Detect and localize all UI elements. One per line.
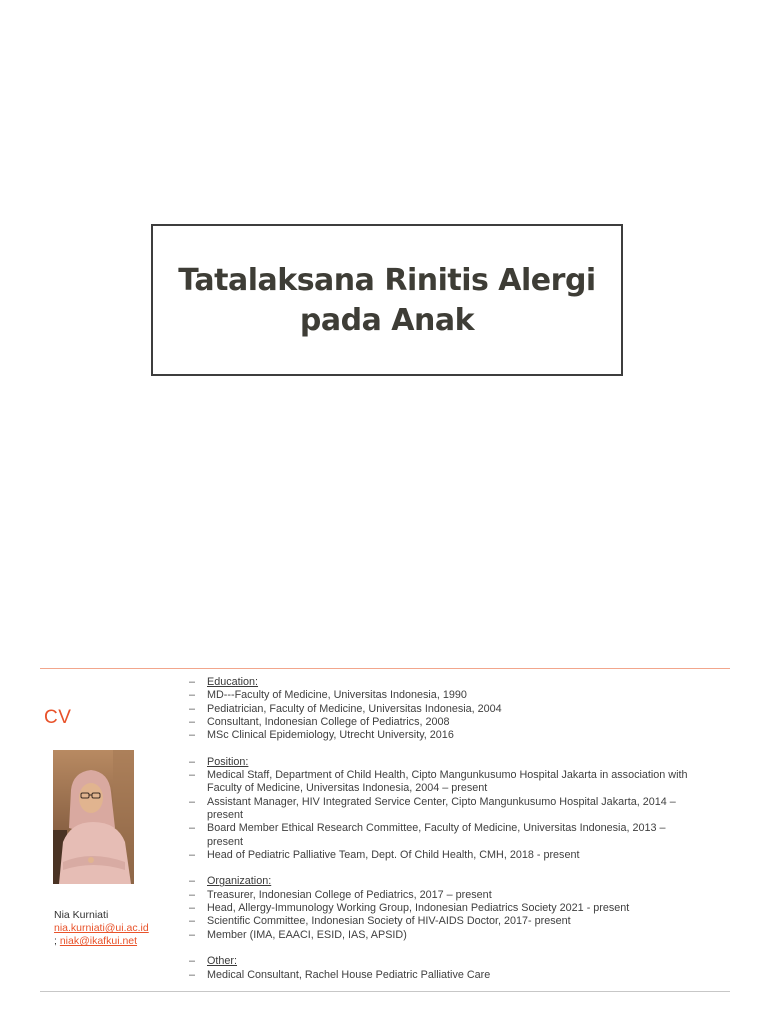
list-item-line: Board Member Ethical Research Committee, Faculty of Medicine, Universitas Indonesia, 2013 – [207, 822, 666, 835]
dash-bullet: – [189, 769, 196, 782]
dash-bullet: – [189, 875, 196, 888]
list-item [189, 796, 749, 823]
list-item-line: present [207, 835, 244, 848]
list-item-text [207, 689, 749, 702]
section-heading-label: Other: [207, 955, 238, 968]
list-item-line: present [207, 808, 244, 821]
list-item [189, 703, 749, 716]
list-item [189, 729, 749, 742]
list-item-text [207, 729, 749, 742]
list-item-text [207, 769, 749, 796]
list-item-line: MSc Clinical Epidemiology, Utrecht University, 2016 [207, 729, 454, 742]
cv-sections [189, 676, 749, 982]
email-link-primary[interactable]: nia.kurniati@ui.ac.id [54, 922, 149, 934]
slide-title [178, 259, 595, 341]
list-item-line: Treasurer, Indonesian College of Pediatrics, 2017 – present [207, 888, 492, 901]
email-separator: ; [54, 935, 57, 947]
list-item [189, 849, 749, 862]
list-item-text [207, 849, 749, 862]
list-item-text [207, 902, 749, 915]
email-link-secondary[interactable]: niak@ikafkui.net [59, 935, 138, 947]
section-gap [189, 942, 749, 955]
section-heading-label: Education: [207, 676, 259, 688]
list-item [189, 915, 749, 928]
title-line-1: Tatalaksana Rinitis Alergi [178, 263, 596, 298]
cv-slide [0, 660, 768, 1024]
list-item [189, 902, 749, 915]
title-box [151, 224, 623, 376]
list-item [189, 929, 749, 942]
title-line-2: pada Anak [299, 303, 475, 338]
dash-bullet: – [189, 955, 196, 968]
dash-bullet: – [189, 848, 196, 861]
list-item [189, 769, 749, 796]
list-item-text [207, 822, 749, 849]
dash-bullet: – [189, 928, 196, 941]
dash-bullet: – [189, 676, 196, 688]
dash-bullet: – [189, 729, 196, 742]
list-item [189, 822, 749, 849]
list-item-line: Medical Staff, Department of Child Health, Cipto Mangunkusumo Hospital Jakarta in association with [207, 769, 688, 782]
dash-bullet: – [189, 968, 196, 981]
dash-bullet: – [189, 702, 196, 715]
list-item [189, 969, 749, 982]
list-item [189, 716, 749, 729]
dash-bullet: – [189, 822, 196, 835]
cv-heading: CV [44, 707, 72, 728]
list-item-line: Faculty of Medicine, Universitas Indonesia, 2004 – present [207, 782, 488, 795]
dash-bullet: – [189, 902, 196, 915]
section-heading-label: Organization: [207, 875, 272, 888]
list-item-line: Assistant Manager, HIV Integrated Service Center, Cipto Mangunkusumo Hospital Jakarta, 2014 – [207, 795, 676, 808]
section-heading [189, 676, 749, 689]
dash-bullet: – [189, 888, 196, 901]
list-item [189, 889, 749, 902]
list-item-line: Head, Allergy-Immunology Working Group, Indonesian Pediatrics Society 2021 - present [207, 902, 630, 915]
list-item-text [207, 969, 749, 982]
section-heading [189, 875, 749, 888]
profile-photo [53, 750, 134, 884]
section-heading [189, 756, 749, 769]
section-heading [189, 955, 749, 968]
list-item-line: Consultant, Indonesian College of Pediatrics, 2008 [207, 715, 450, 728]
list-item-text [207, 703, 749, 716]
dash-bullet: – [189, 795, 196, 808]
top-divider [40, 668, 730, 669]
section-gap [189, 862, 749, 875]
section-heading-label: Position: [207, 755, 249, 768]
list-item-line: MD---Faculty of Medicine, Universitas Indonesia, 1990 [207, 689, 467, 702]
list-item-line: Medical Consultant, Rachel House Pediatric Palliative Care [207, 968, 491, 981]
dash-bullet: – [189, 915, 196, 928]
section-gap [189, 742, 749, 755]
person-name: Nia Kurniati [54, 909, 109, 921]
list-item-text [207, 889, 749, 902]
list-item-line: Member (IMA, EAACI, ESID, IAS, APSID) [207, 928, 407, 941]
bottom-divider [40, 991, 730, 992]
list-item-line: Head of Pediatric Palliative Team, Dept. Of Child Health, CMH, 2018 - present [207, 848, 580, 861]
list-item-line: Scientific Committee, Indonesian Society of HIV-AIDS Doctor, 2017- present [207, 915, 571, 928]
list-item-text [207, 716, 749, 729]
contact-block [54, 909, 149, 948]
dash-bullet: – [189, 755, 196, 768]
dash-bullet: – [189, 689, 196, 702]
list-item-text [207, 915, 749, 928]
dash-bullet: – [189, 715, 196, 728]
list-item [189, 689, 749, 702]
list-item-text [207, 929, 749, 942]
list-item-text [207, 796, 749, 823]
list-item-line: Pediatrician, Faculty of Medicine, Universitas Indonesia, 2004 [207, 702, 502, 715]
